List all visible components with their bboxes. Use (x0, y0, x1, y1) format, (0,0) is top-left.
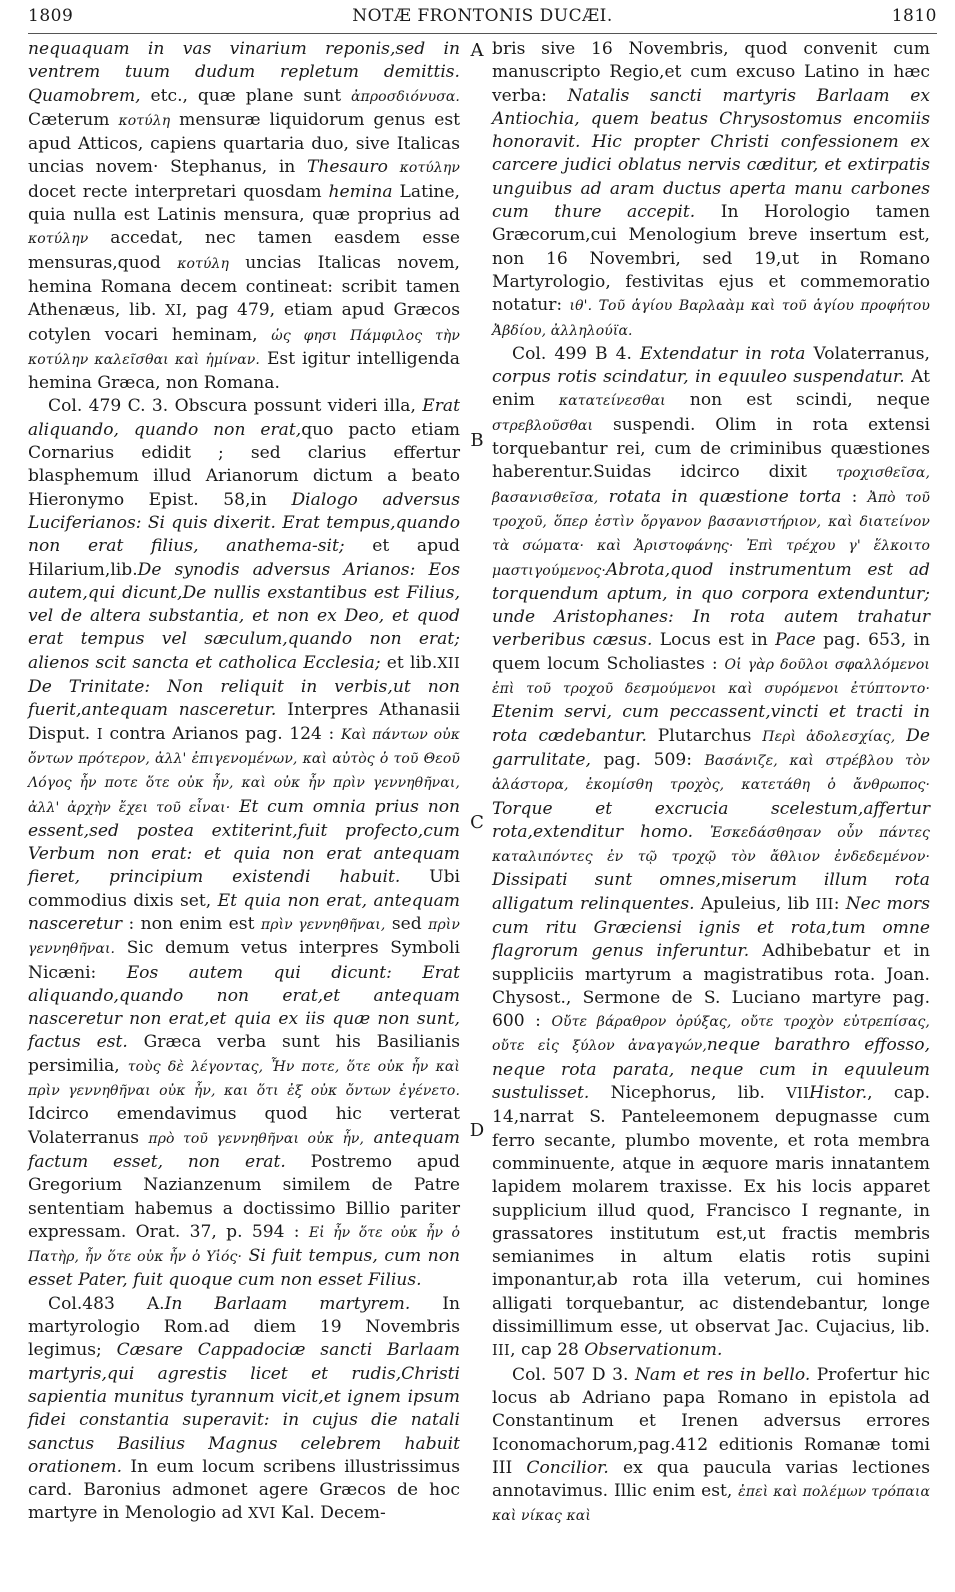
running-title: NOTÆ FRONTONIS DUCÆI. (352, 6, 613, 26)
text-run: mensuræ liquidorum genus est apud Atticos, capiens quartaria duo, sive Italicas uncias novem· Stephanus, in (28, 109, 460, 178)
text-run: Latine, quia nulla est Latinis mensura, quæ proprius ad (28, 181, 460, 226)
text-run: Et cum omnia prius non essent,sed postea extiterint,fuit profecto,cum Verbum non erat: et quia non erat antequam fieret, principium existendi habuit. (28, 796, 461, 888)
text-run: Interpres Athanasii Disput. (28, 700, 460, 744)
text-run: De garrulitate, (492, 725, 930, 770)
text-run: De synodis adversus Arianos: Eos autem,qui dicunt,De nullis exstantibus est Filius, vel de altera substantia, et non ex Deo, et quod erat tempus vel sæculum,quando non erat; alienos scit sancta et catholica Ecclesia; (28, 559, 460, 673)
text-run: Cæterum (28, 109, 119, 130)
text-run: Abrota,quod instrumentum est ad torquendum aptum, in quo corpora extenduntur; (492, 559, 930, 604)
text-run: Ἐσκεδάσθησαν οὖν πάντες καταλιπόντες ἐν τῷ τροχῷ τὸν ἄθλιον ἐνδεδεμένον· (492, 824, 930, 866)
text-run: Sic demum vetus interpres Symboli Nicæni: (28, 938, 460, 983)
text-run: pag. 509: (590, 749, 705, 770)
text-run: ιθ'. Τοῦ ἁγίου Βαρλαὰμ καὶ τοῦ ἁγίου προφήτου Ἀβδίου, ἀλληλούϊα. (492, 298, 930, 339)
text-run: sed (385, 913, 429, 934)
text-run: Nicephorus, lib. (589, 1083, 787, 1104)
text-run: XI (165, 303, 182, 320)
text-run: suspendi. Olim in rota extensi torquebantur rei, cum de criminibus quæstiones haberentur.Suidas idcirco dixit (492, 414, 930, 483)
text-run: Extendatur in rota (640, 343, 806, 364)
header-rule (28, 33, 937, 34)
text-run: et apud Hilarium,lib. (28, 536, 460, 580)
text-run: Natalis sancti martyris Barlaam ex Antiochia, quem beatus Chrysostomus encomiis honoravit. Hic propter Christi confessionem ex carcere judici oblatus nervis cæditur, et extirpatis unguibus ad aram ductus aperta manu carbones cum thure accepit. (492, 85, 930, 223)
text-run: Nam et res in bello. (634, 1364, 811, 1385)
text-run: III (492, 1343, 511, 1360)
text-run: Βασάνιζε, καὶ στρέβλου τὸν ἀλάστορα, ἐκομίσθη τροχὸς, κατετάθη ὁ ἄνθρωπος· (492, 752, 930, 794)
text-run: τοὺς δὲ λέγοντας, Ἦν ποτε, ὅτε οὐκ ἦν καὶ πρὶν γεννηθῆναι οὐκ ἦν, και ὅτι ἐξ οὐκ ὄντων ἐγένετο. (28, 1058, 460, 1100)
text-run (230, 797, 239, 817)
text-run: Concilior. (526, 1457, 609, 1478)
text-run: corpus rotis scindatur, in equuleo suspendatur. (492, 367, 905, 388)
text-run: In Barlaam martyrem. (164, 1293, 411, 1314)
text-run: πρὶν γεννηθῆναι. (28, 916, 461, 958)
text-run: bris sive 16 Novembris, quod convenit cum manuscripto Regio,et cum excuso Latino in hæc verba: (492, 39, 930, 106)
running-header (28, 6, 937, 36)
right-paragraph-3 (492, 1364, 930, 1529)
text-run: κατατείνεσθαι (558, 393, 666, 410)
text-run: κοτύλη (177, 255, 229, 272)
text-run: Thesauro (307, 157, 388, 178)
text-run: , cap 28 (510, 1340, 585, 1361)
text-run: VII (786, 1086, 810, 1103)
text-run: Εἰ ἦν ὅτε οὐκ ἦν ὁ Πατὴρ, ἦν ὅτε οὐκ ἦν ὁ Υἱός· (28, 1224, 461, 1266)
text-run: accedat, nec tamen easdem esse mensuras,quod (28, 228, 460, 273)
text-run: ὡς φησι Πάμφιλος τὴν κοτύλην καλεῖσθαι καὶ ἡμίναν. (28, 327, 460, 368)
text-run: I (96, 726, 103, 743)
left-column (28, 38, 460, 1527)
text-run: Volaterranus, (805, 343, 930, 364)
text-run: Histor. (809, 1083, 868, 1104)
text-run: et lib. (380, 652, 438, 673)
text-run: Pace (775, 630, 816, 651)
text-run: In Horologio tamen Græcorum,cui Menologium breve insertum est, non 16 Novembri, sed 19,ut in Romano Martyrologio, festivitas ejus et commemoratio notatur: (492, 202, 931, 316)
text-run: τροχισθεῖσα, βασανισθεῖσα, (492, 465, 930, 506)
text-run: Erat aliquando, quando non erat, (28, 396, 460, 440)
text-run (598, 487, 608, 507)
page-number-right: 1810 (891, 6, 937, 26)
text-run: Adhibebatur et in suppliciis martyrum a magistratibus rota. Joan. Chysost., Sermone de S. Luciano martyre pag. 600 : (492, 941, 930, 1032)
text-run: pag. 653, in quem locum Scholiastes : (492, 630, 930, 674)
text-run: hemina (328, 181, 393, 202)
text-run: Οἱ γὰρ δοῦλοι σφαλλόμενοι ἐπὶ τοῦ τροχοῦ δεσμούμενοι καὶ συρόμενοι ἐτύπτοντο· (492, 656, 931, 698)
text-run: πρὶν γεννηθῆναι, (260, 916, 386, 933)
text-run: nequaquam in vas vinarium reponis,sed in ventrem tuum dudum repletum demittis. Quamobrem, (28, 39, 460, 106)
text-run: In eum locum scribens illustrissimus card. Baronius admonet agere Græcos de hoc martyre in Menologio ad (28, 1456, 460, 1524)
margin-letter-a: A (470, 40, 484, 61)
right-paragraph-2 (492, 343, 930, 1364)
text-run: Dialogo adversus Luciferianos: Si quis dixerit. Erat tempus,quando non erat filius, anathema-sit; (28, 489, 461, 557)
text-run: contra Arianos pag. 124 : (102, 723, 341, 744)
text-run: Est igitur intelligenda hemina Græca, non Romana. (28, 348, 460, 394)
text-run: Kal. Decem- (275, 1503, 386, 1524)
text-run: Ἀπὸ τοῦ τροχοῦ, ὅπερ ἐστὶν ὄργανον βασανιστήριον, καὶ διατείνον τὰ σώματα· καὶ Ἀριστοφάνης· Ἐπὶ τρέχου γ' ἕλκοιτο μαστιγούμενος· (492, 489, 931, 579)
text-run: Apuleius, lib (694, 893, 816, 914)
text-run: non est scindi, neque (665, 390, 930, 411)
text-run: In martyrologio Rom.ad diem 19 Novembris legimus; (28, 1293, 460, 1361)
text-run: unde Aristophanes: In rota autem trahatur verberibus cæsus. (492, 607, 930, 651)
text-run: Idcirco emendavimus quod hic verterat Volaterranus (28, 1104, 460, 1148)
text-run: : (841, 486, 868, 507)
text-run: Col. 507 D 3. (512, 1364, 635, 1385)
text-run: Dissipati sunt omnes,miserum illum rota alligatum relinquentes. (492, 870, 930, 914)
margin-letter-d: D (469, 1120, 485, 1141)
text-run: , cap. 14,narrat S. Panteleemonem depugnasse cum ferro secante, plumbo movente, et rota membra comminuente, atque in æquore maris innatantem lapidem molarem traxisse. Ex his locis apparet supplicium illud quod, Francisco I regnante, in grassatores institutum est,ut fractis membris semianimes in altum elatis rotis supini imponantur,ab rota illa veterum, cui homines alligati torquebantur, ac distendebantur, longe dissimillimum esse, ut observat Jac. Cujacius, lib. (492, 1083, 930, 1338)
text-run: antequam factum esset, non erat. (28, 1127, 461, 1172)
text-run: rotata in quæstione torta (608, 486, 842, 507)
text-run: Profertur hic locus ab Adriano papa Romano in epistola ad Constantinum et Irenen adversus errores Iconomachorum,pag.412 editionis Romanæ tomi III (492, 1364, 930, 1478)
text-run: Plutarchus (646, 725, 763, 746)
text-run: : (833, 893, 846, 914)
text-run: Eos autem qui dicunt: Erat aliquando,quando non erat,et antequam nasceretur non erat,et quia ex iis quæ non sunt, factus est. (28, 962, 460, 1053)
text-run: Torque et excrucia scelestum,affertur rota,extenditur homo. (492, 798, 930, 842)
text-run: De Trinitate: Non reliquit in verbis,ut non fuerit,antequam nasceretur. (28, 677, 460, 721)
text-run: Etenim servi, cum peccassent,vincti et tracti in rota cædebantur. (492, 702, 930, 746)
text-run: XVI (248, 1506, 276, 1523)
text-run: ἀπροσδιόνυσα. (350, 88, 460, 105)
text-run: neque barathro effosso, neque rota parata, neque cum in equuleum sustulisset. (492, 1035, 931, 1104)
margin-letter-b: B (470, 430, 484, 451)
text-run: Græca verba sunt his Basilianis persimilia, (28, 1032, 460, 1076)
text-run: κοτύλην (399, 160, 460, 177)
text-run (388, 157, 400, 177)
text-run: docet recte interpretari quosdam (28, 181, 329, 202)
left-paragraph-3 (28, 1293, 460, 1527)
left-paragraph-2 (28, 395, 460, 1292)
text-run: uncias Italicas novem, hemina Romana decem contineat: scribit tamen Athenæus, lib. (28, 252, 460, 321)
text-run: , pag 479, etiam apud Græcos cotylen vocari heminam, (28, 300, 460, 345)
text-run: At enim (492, 367, 930, 411)
text-run: στρεβλοῦσθαι (492, 417, 594, 434)
left-paragraph-1 (28, 38, 460, 395)
page-number-left: 1809 (28, 6, 74, 26)
text-run: Ubi commodius dixis set, (28, 867, 460, 911)
text-run: Et quia non erat, antequam nasceretur (28, 890, 461, 934)
right-column (492, 38, 930, 1529)
text-run (895, 726, 906, 746)
text-run: Cæsare Cappadociæ sancti Barlaam martyris,qui agrestis licet et rudis,Christi sapientia munitus tyrannum vicit,et ignem ipsum fidei constantia superavit: in cujus die natali sanctus Basilius Magnus celebrem habuit orationem. (28, 1340, 460, 1477)
text-run: Postremo apud Gregorium Nazianzenum similem de Patre sententiam habemus a doctissimo Billio pariter expressam. Orat. 37, p. 594 : (28, 1151, 460, 1242)
text-run: III (815, 896, 834, 913)
text-run: Si fuit tempus, cum non esset Pater, fuit quoque cum non esset Filius. (28, 1246, 460, 1291)
text-run: ex qua paucula varias lectiones annotavimus. Illic enim est, (492, 1457, 930, 1502)
text-run: ἐπεὶ καὶ πολέμων τρόπαια καὶ νίκας καὶ (492, 1484, 931, 1525)
text-run: Οὔτε βάραθρον ὀρύξας, οὔτε τροχὸν εὐτρεπίσας, οὔτε εἰς ξύλον ἀναγαγών, (492, 1014, 930, 1055)
text-run: Περὶ ἀδολεσχίας, (762, 728, 896, 745)
text-run: XII (437, 655, 460, 672)
text-run: Nec mors cum ritu Græciensi ignis et rota,tum omne flagrorum genus inferuntur. (492, 893, 930, 962)
text-run (693, 822, 710, 842)
text-run: quo pacto etiam Cornarius edidit ; sed clarius effertur blasphemum illud Arianorum dictum a beato Hieronymo Epist. 58,in (28, 419, 460, 510)
text-run: πρὸ τοῦ γεννηθῆναι οὐκ ἦν, (148, 1130, 365, 1147)
text-run: Col. 479 C. 3. Obscura possunt videri illa, (48, 396, 423, 417)
margin-letter-c: C (470, 812, 484, 833)
right-paragraph-1 (492, 38, 930, 343)
text-run: Observationum. (584, 1340, 723, 1361)
text-run: Col.483 A. (48, 1293, 165, 1314)
text-run: Καὶ πάντων οὐκ ὄντων πρότερον, ἀλλ' ἐπιγενομένων, καὶ αὐτὸς ὁ τοῦ Θεοῦ Λόγος ἦν ποτε ὅτε οὐκ ἦν, καὶ οὐκ ἦν πρὶν γεννηθῆναι, ἀλλ' ἀρχὴν ἔχει τοῦ εἶναι· (28, 726, 460, 816)
text-run: Col. 499 B 4. (512, 343, 641, 364)
text-run: κοτύλην (28, 231, 89, 248)
text-run: etc., quæ plane sunt (140, 85, 351, 106)
text-run: : non enim est (122, 913, 261, 934)
text-run: Locus est in (652, 630, 776, 651)
text-run: κοτύλη (118, 112, 171, 129)
